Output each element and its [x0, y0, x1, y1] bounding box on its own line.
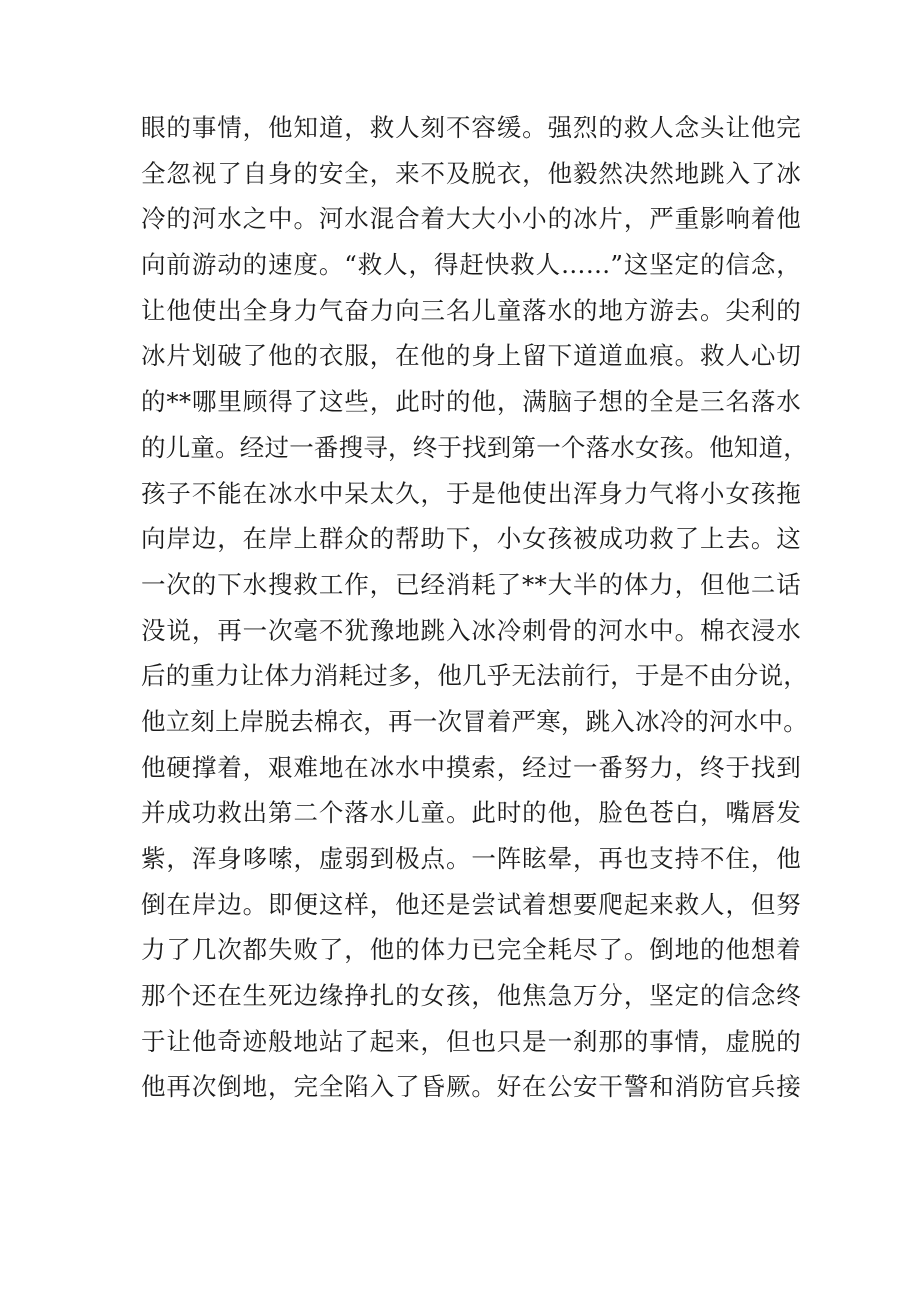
body-paragraph — [141, 105, 808, 1110]
text-line: 后的重力让体力消耗过多，他几乎无法前行，于是不由分说， — [141, 661, 808, 691]
text-line: 倒在岸边。即便这样，他还是尝试着想要爬起来救人，但努 — [141, 889, 801, 919]
text-line: 他再次倒地，完全陷入了昏厥。好在公安干警和消防官兵接 — [141, 1072, 801, 1102]
text-line: 的儿童。经过一番搜寻，终于找到第一个落水女孩。他知道， — [141, 432, 808, 462]
text-line: 向前游动的速度。“救人，得赶快救人……”这坚定的信念， — [141, 250, 801, 280]
text-line: 冰片划破了他的衣服，在他的身上留下道道血痕。救人心切 — [141, 341, 801, 371]
text-line: 全忽视了自身的安全，来不及脱衣，他毅然决然地跳入了冰 — [141, 158, 801, 188]
text-line: 紫，浑身哆嗦，虚弱到极点。一阵眩晕，再也支持不住，他 — [141, 844, 801, 873]
text-line: 他立刻上岸脱去棉衣，再一次冒着严寒，跳入冰冷的河水中。 — [141, 706, 808, 736]
text-line: 向岸边，在岸上群众的帮助下，小女孩被成功救了上去。这 — [141, 524, 801, 554]
text-line: 的**哪里顾得了这些，此时的他，满脑子想的全是三名落水 — [141, 387, 801, 417]
text-line: 那个还在生死边缘挣扎的女孩，他焦急万分，坚定的信念终 — [141, 981, 801, 1011]
text-line: 没说，再一次毫不犹豫地跳入冰冷刺骨的河水中。棉衣浸水 — [141, 615, 801, 645]
text-line: 让他使出全身力气奋力向三名儿童落水的地方游去。尖利的 — [141, 295, 801, 325]
text-line: 并成功救出第二个落水儿童。此时的他，脸色苍白，嘴唇发 — [141, 798, 801, 828]
text-line: 冷的河水之中。河水混合着大大小小的冰片，严重影响着他 — [141, 204, 801, 234]
text-line: 他硬撑着，艰难地在冰水中摸索，经过一番努力，终于找到 — [141, 752, 801, 782]
text-line: 于让他奇迹般地站了起来，但也只是一刹那的事情，虚脱的 — [141, 1026, 801, 1056]
text-line: 力了几次都失败了，他的体力已完全耗尽了。倒地的他想着 — [141, 935, 801, 965]
text-line: 眼的事情，他知道，救人刻不容缓。强烈的救人念头让他完 — [141, 113, 801, 142]
text-line: 一次的下水搜救工作，已经消耗了**大半的体力，但他二话 — [141, 569, 801, 599]
text-line: 孩子不能在冰水中呆太久，于是他使出浑身力气将小女孩拖 — [141, 478, 801, 508]
